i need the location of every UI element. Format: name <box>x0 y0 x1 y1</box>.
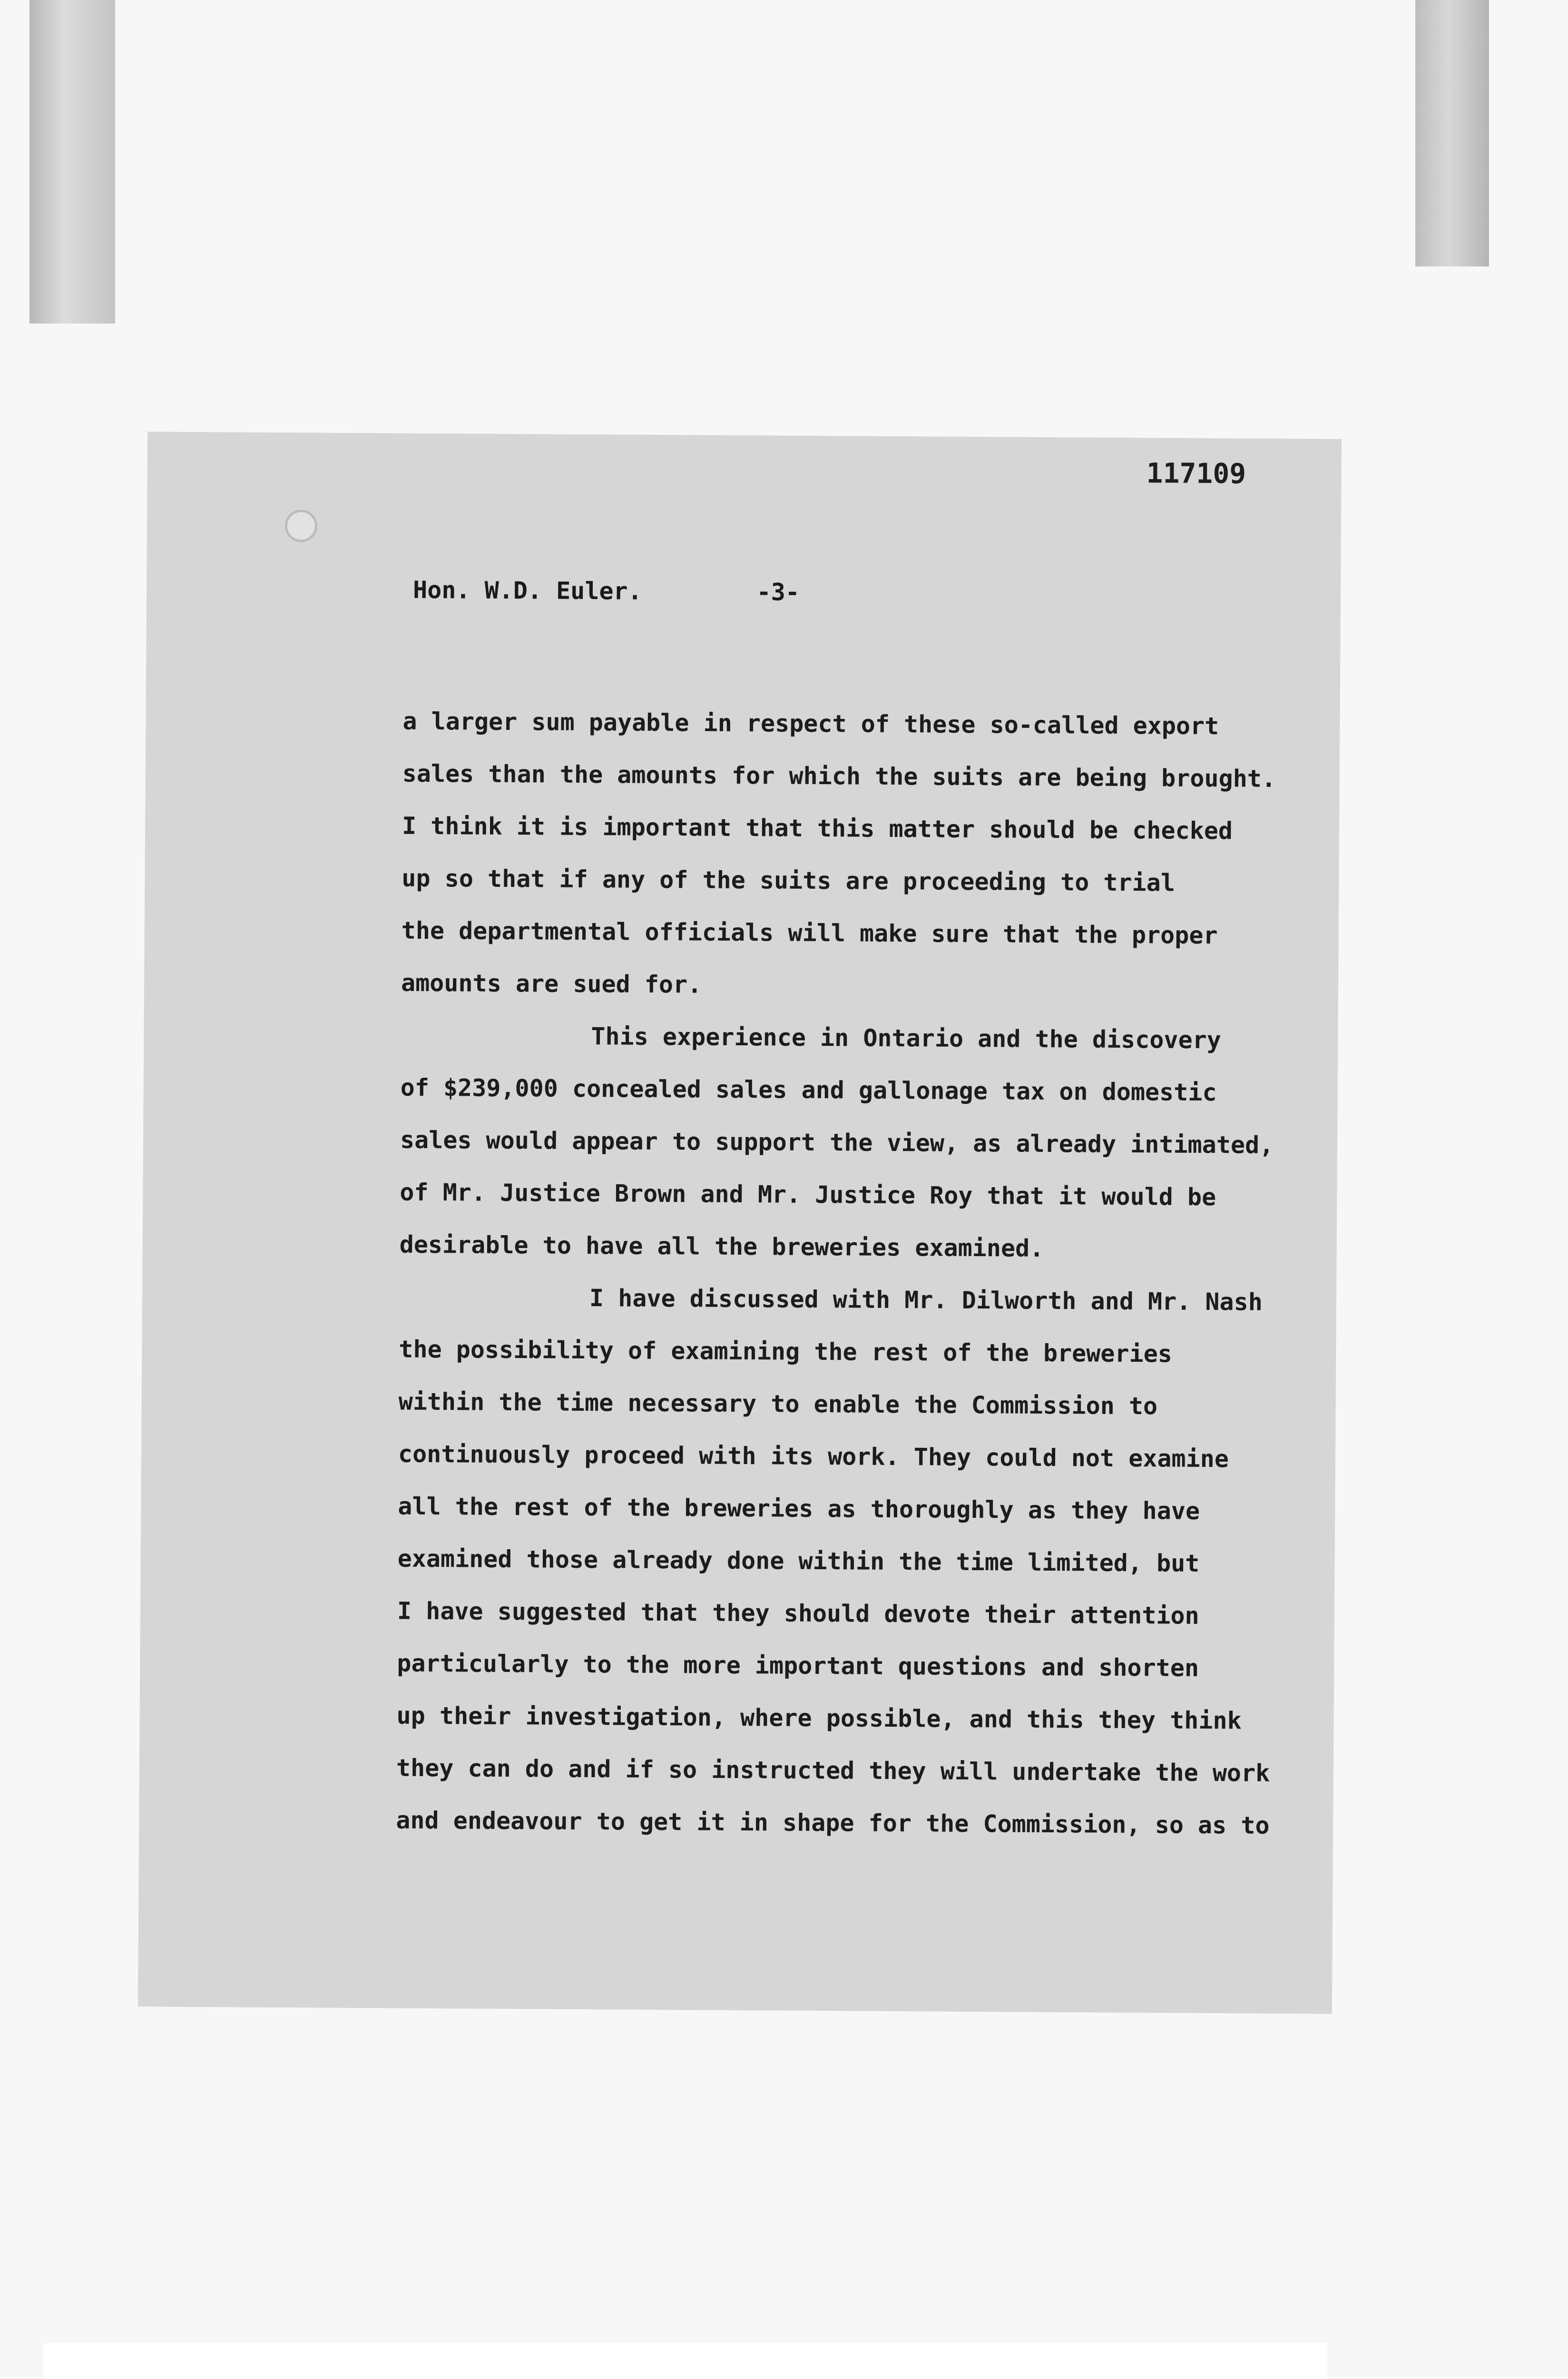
body-line: I have discussed with Mr. Dilworth and Mr. Nash <box>589 1284 1263 1316</box>
body-line: sales than the amounts for which the suits are being brought. <box>402 759 1276 793</box>
body-line: amounts are sued for. <box>401 969 702 999</box>
body-line: all the rest of the breweries as thoroughly as they have <box>398 1492 1200 1525</box>
body-line: I have suggested that they should devote their attention <box>397 1597 1199 1630</box>
body-line: continuously proceed with its work. They could not examine <box>398 1440 1229 1473</box>
archive-page-number: 117109 <box>1146 457 1246 490</box>
tape-strip <box>29 0 115 324</box>
body-line: particularly to the more important questions and shorten <box>397 1649 1199 1682</box>
body-line: of $239,000 concealed sales and gallonage tax on domestic <box>400 1073 1217 1107</box>
punch-hole <box>285 510 317 542</box>
letter-header <box>413 576 800 606</box>
body-line: the departmental officials will make sure that the proper <box>401 916 1218 950</box>
page-marker: -3- <box>756 578 800 606</box>
body-line: up so that if any of the suits are proceeding to trial <box>402 864 1176 897</box>
body-line: I think it is important that this matter should be checked <box>402 812 1233 845</box>
archive-stamp-card <box>43 2343 1327 2379</box>
body-line: a larger sum payable in respect of these so-called export <box>402 707 1219 740</box>
body-line: the possibility of examining the rest of the breweries <box>399 1335 1173 1368</box>
recipient-name: Hon. W.D. Euler. <box>412 576 642 605</box>
body-line: This experience in Ontario and the discovery <box>591 1022 1222 1054</box>
letter-page <box>138 432 1342 2014</box>
tape-strip <box>1415 0 1489 266</box>
body-line: and endeavour to get it in shape for the Commission, so as to <box>396 1806 1270 1839</box>
body-line: they can do and if so instructed they will undertake the work <box>396 1754 1270 1787</box>
body-line: desirable to have all the breweries examined. <box>399 1230 1044 1262</box>
body-line: examined those already done within the time limited, but <box>397 1544 1200 1577</box>
body-line: sales would appear to support the view, as already intimated, <box>400 1126 1274 1159</box>
body-line: up their investigation, where possible, and this they think <box>396 1701 1242 1735</box>
body-line: within the time necessary to enable the Commission to <box>398 1387 1158 1420</box>
letter-body <box>396 695 1307 1852</box>
body-line: of Mr. Justice Brown and Mr. Justice Roy that it would be <box>400 1178 1216 1211</box>
